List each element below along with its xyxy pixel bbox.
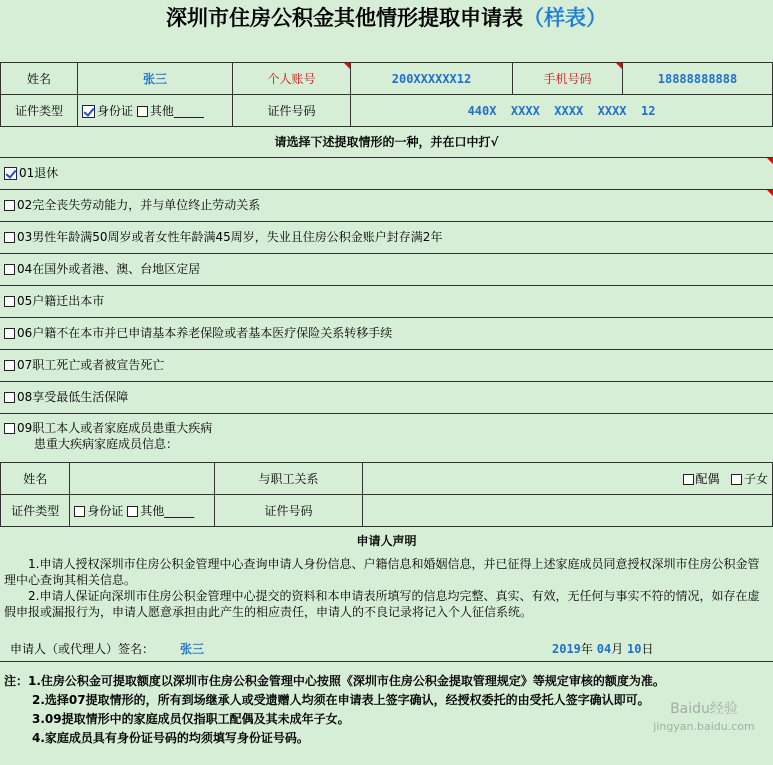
option-label: 01退休 [19, 166, 59, 180]
family-name-value[interactable] [70, 463, 215, 495]
option-item[interactable] [0, 382, 773, 414]
checkbox-icon[interactable] [4, 264, 15, 275]
checkbox-icon[interactable] [731, 474, 742, 485]
option-item[interactable] [0, 318, 773, 350]
checkbox-icon[interactable] [4, 200, 15, 211]
family-idtype-options[interactable]: 身份证 其他_____ [70, 495, 215, 527]
watermark-brand: Baidu经验 [670, 701, 738, 717]
option-label: 08享受最低生活保障 [17, 390, 129, 404]
family-relation-label: 与职工关系 [215, 463, 362, 495]
signature-name[interactable]: 张三 [180, 642, 205, 656]
form-title-main: 深圳市住房公积金其他情形提取申请表 [166, 5, 523, 30]
checkbox-icon[interactable] [137, 106, 148, 117]
option-item[interactable] [0, 158, 773, 190]
family-idtype-label: 证件类型 [1, 495, 70, 527]
option-label: 04在国外或者港、澳、台地区定居 [17, 262, 201, 276]
option-item[interactable] [0, 190, 773, 222]
applicant-table [0, 62, 773, 127]
option-item[interactable] [0, 254, 773, 286]
note-2: 2.选择07提取情形的，所有到场继承人或受遗赠人均须在申请表上签字确认，经授权委托的由受托人签字确认即可。 [32, 693, 650, 707]
family-name-label: 姓名 [1, 463, 70, 495]
declaration-title: 申请人声明 [356, 534, 417, 548]
declaration-body [0, 556, 773, 620]
account-label: 个人账号 [233, 63, 351, 95]
declaration-p2: 2.申请人保证向深圳市住房公积金管理中心提交的资料和本申请表所填写的信息均完整、真实、有效，无任何与事实不符的情况，如存在虚假申报或漏报行为，申请人愿意承担由此产生的相应责任，申请人的不良记录将记入个人征信系统。 [4, 589, 760, 619]
option-label: 06户籍不在本市并已申请基本养老保险或者基本医疗保险关系转移手续 [17, 326, 393, 340]
instruction: 请选择下述提取情形的一种，并在口中打√ [0, 126, 773, 158]
option-09[interactable]: 09职工本人或者家庭成员患重大疾病 患重大疾病家庭成员信息： [0, 414, 773, 462]
checkbox-icon[interactable] [74, 506, 85, 517]
name-label: 姓名 [1, 63, 78, 95]
relation-options[interactable]: 配偶 子女 [362, 463, 772, 495]
checkbox-icon[interactable] [4, 296, 15, 307]
signature-row: 申请人（或代理人）签名： 张三 2019年 04月 10日 [0, 636, 773, 662]
note-1: 注：1.住房公积金可提取额度以深圳市住房公积金管理中心按照《深圳市住房公积金提取管理规定》等规定审核的额度为准。 [4, 674, 665, 688]
family-idno-value[interactable] [362, 495, 772, 527]
idno-value[interactable]: 440X XXXX XXXX XXXX 12 [351, 95, 773, 127]
phone-label: 手机号码 [513, 63, 623, 95]
family-table [0, 462, 773, 527]
watermark-url: jingyan.baidu.com [653, 720, 755, 733]
form-title [0, 0, 773, 40]
sign-month[interactable]: 04 [596, 642, 612, 656]
idtype-label: 证件类型 [1, 95, 78, 127]
checkbox-checked-icon[interactable] [4, 167, 17, 180]
checkbox-icon[interactable] [4, 360, 15, 371]
checkbox-icon[interactable] [127, 506, 138, 517]
sign-year[interactable]: 2019 [552, 642, 581, 656]
checkbox-checked-icon[interactable] [82, 105, 95, 118]
idtype-options[interactable]: 身份证 其他_____ [78, 95, 233, 127]
checkbox-icon[interactable] [4, 392, 15, 403]
option-item[interactable] [0, 286, 773, 318]
option-label: 03男性年龄满50周岁或者女性年龄满45周岁，失业且住房公积金账户封存满2年 [17, 230, 443, 244]
checkbox-icon[interactable] [4, 328, 15, 339]
account-value[interactable]: 200XXXXXX12 [351, 63, 513, 95]
option-label: 05户籍迁出本市 [17, 294, 105, 308]
option-label: 07职工死亡或者被宣告死亡 [17, 358, 165, 372]
option-item[interactable] [0, 222, 773, 254]
note-4: 4.家庭成员具有身份证号码的均须填写身份证号码。 [32, 731, 309, 745]
option-label: 02完全丧失劳动能力，并与单位终止劳动关系 [17, 198, 261, 212]
option-item[interactable] [0, 350, 773, 382]
comment-marker-icon [767, 190, 773, 196]
declaration-p1: 1.申请人授权深圳市住房公积金管理中心查询申请人身份信息、户籍信息和婚姻信息，并已征得上述家庭成员同意授权深圳市住房公积金管理中心查询其相关信息。 [4, 557, 760, 587]
phone-value[interactable]: 18888888888 [623, 63, 773, 95]
signature-label: 申请人（或代理人）签名： [10, 642, 155, 656]
family-idno-label: 证件号码 [215, 495, 362, 527]
form-title-sample: （样表） [523, 5, 607, 30]
comment-marker-icon [767, 158, 773, 164]
idno-label: 证件号码 [233, 95, 351, 127]
checkbox-icon[interactable] [4, 423, 15, 434]
checkbox-icon[interactable] [683, 474, 694, 485]
checkbox-icon[interactable] [4, 232, 15, 243]
name-value[interactable]: 张三 [78, 63, 233, 95]
sign-day[interactable]: 10 [627, 642, 642, 656]
note-3: 3.09提取情形中的家庭成员仅指职工配偶及其未成年子女。 [32, 712, 350, 726]
watermark [640, 700, 768, 736]
